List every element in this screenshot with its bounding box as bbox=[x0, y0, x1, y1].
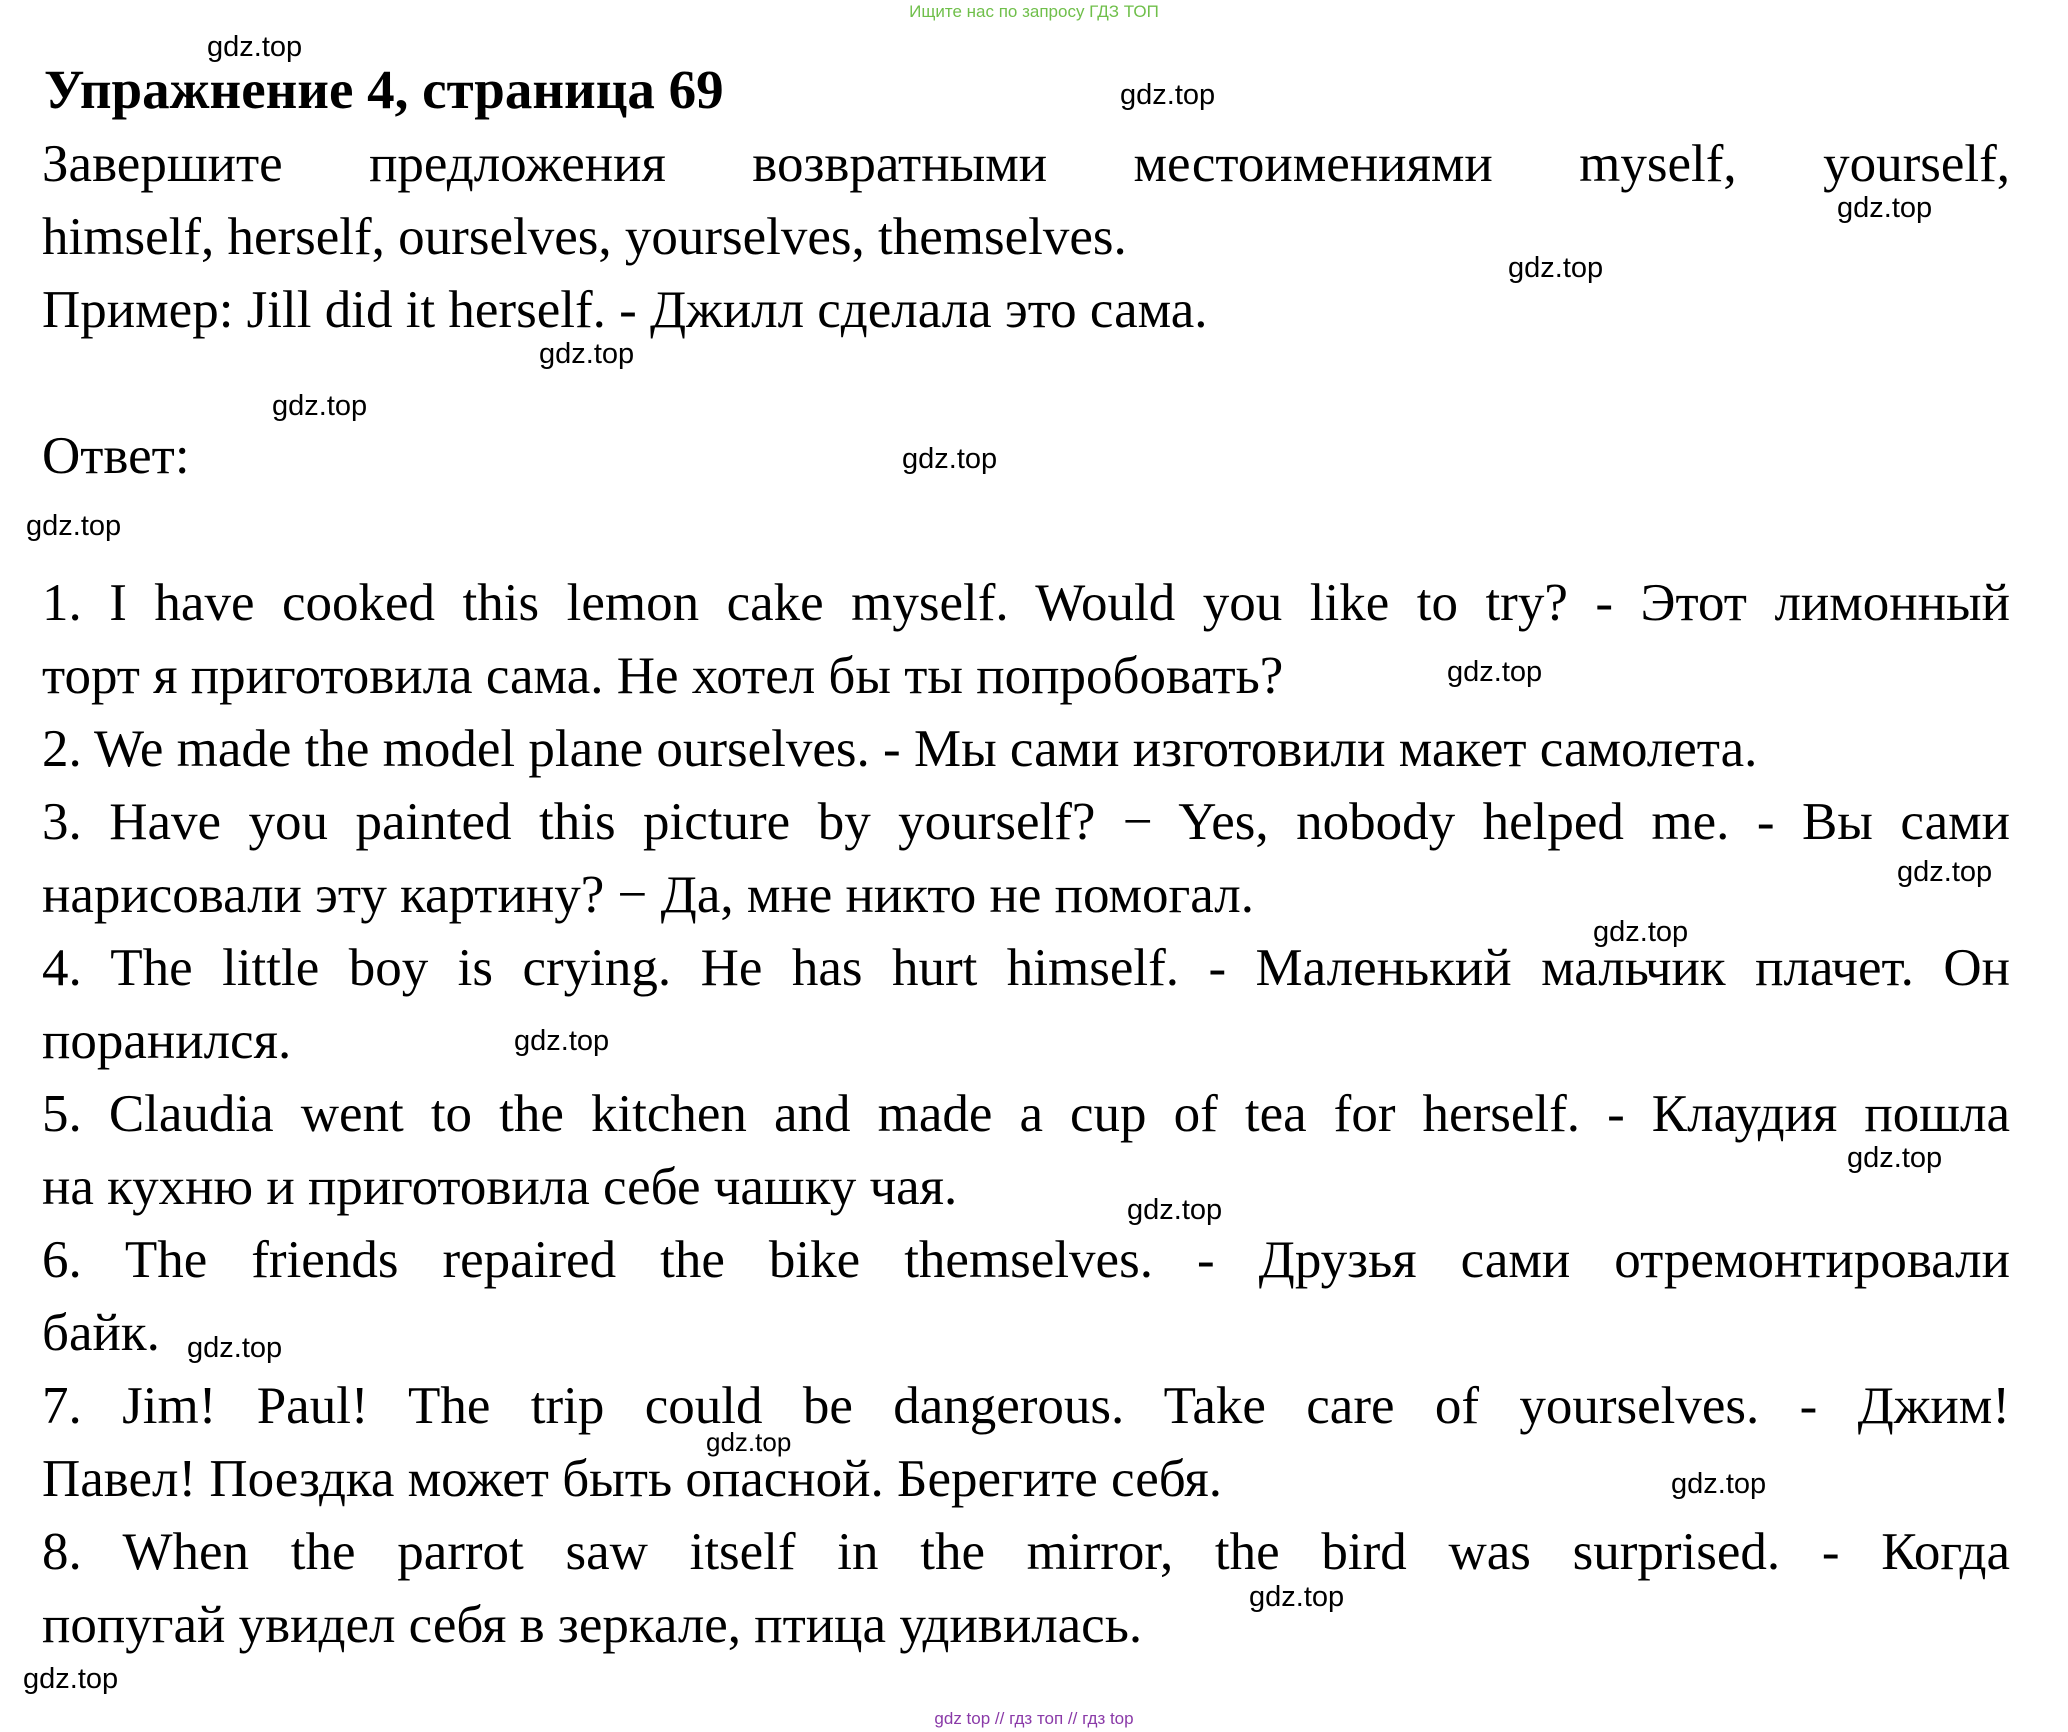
answer-1-line-2: торт я приготовила сама. Не хотел бы ты попробовать? bbox=[42, 647, 1284, 705]
answer-4-line-1: 4. The little boy is crying. He has hurt himself. - Маленький мальчик плачет. Он bbox=[42, 939, 2010, 997]
watermark: gdz.top bbox=[1671, 1468, 1767, 1500]
top-banner: Ищите нас по запросу ГДЗ ТОП bbox=[909, 2, 1159, 21]
bottom-banner: gdz top // гдз топ // гдз top bbox=[934, 1709, 1134, 1728]
answer-2-line-1: 2. We made the model plane ourselves. - Мы сами изготовили макет самолета. bbox=[42, 720, 1758, 778]
watermark: gdz.top bbox=[23, 1663, 119, 1695]
answer-3-line-1: 3. Have you painted this picture by yourself? − Yes, nobody helped me. - Вы сами bbox=[42, 793, 2010, 851]
answer-4-line-2: поранился. bbox=[42, 1012, 292, 1070]
answer-8-line-1: 8. When the parrot saw itself in the mirror, the bird was surprised. - Когда bbox=[42, 1523, 2010, 1581]
answer-3-line-2: нарисовали эту картину? − Да, мне никто не помогал. bbox=[42, 866, 1254, 924]
task-line-1: Завершите предложения возвратными местоимениями myself, yourself, bbox=[42, 135, 2010, 193]
watermark: gdz.top bbox=[272, 390, 368, 422]
watermark: gdz.top bbox=[902, 443, 998, 475]
answer-1-line-1: 1. I have cooked this lemon cake myself. Would you like to try? - Этот лимонный bbox=[42, 574, 2010, 632]
watermark: gdz.top bbox=[1447, 656, 1543, 688]
answer-5-line-1: 5. Claudia went to the kitchen and made a cup of tea for herself. - Клаудия пошла bbox=[42, 1085, 2010, 1143]
answer-8-line-2: попугай увидел себя в зеркале, птица удивилась. bbox=[42, 1596, 1143, 1654]
watermark: gdz.top bbox=[26, 510, 122, 542]
task-line-2: himself, herself, ourselves, yourselves, themselves. bbox=[42, 208, 1127, 266]
answer-5-line-2: на кухню и приготовила себе чашку чая. bbox=[42, 1158, 958, 1216]
answer-6-line-2: байк. bbox=[42, 1304, 160, 1362]
answer-label: Ответ: bbox=[42, 427, 190, 485]
answer-6-line-1: 6. The friends repaired the bike themselves. - Друзья сами отремонтировали bbox=[42, 1231, 2010, 1289]
watermark: gdz.top bbox=[539, 338, 635, 370]
watermark: gdz.top bbox=[207, 31, 303, 63]
watermark: gdz.top bbox=[514, 1025, 610, 1057]
watermark: gdz.top bbox=[1127, 1194, 1223, 1226]
watermark: gdz.top bbox=[1508, 252, 1604, 284]
watermark: gdz.top bbox=[187, 1332, 283, 1364]
watermark: gdz.top bbox=[1847, 1142, 1943, 1174]
watermark: gdz.top bbox=[706, 1427, 792, 1457]
watermark: gdz.top bbox=[1249, 1581, 1345, 1613]
watermark: gdz.top bbox=[1593, 916, 1689, 948]
watermark: gdz.top bbox=[1837, 192, 1933, 224]
watermark: gdz.top bbox=[1897, 856, 1993, 888]
answer-7-line-2: Павел! Поездка может быть опасной. Берегите себя. bbox=[42, 1450, 1223, 1508]
task-example: Пример: Jill did it herself. - Джилл сделала это сама. bbox=[42, 281, 1208, 339]
page-title: Упражнение 4, страница 69 bbox=[44, 59, 724, 120]
watermark: gdz.top bbox=[1120, 79, 1216, 111]
answer-7-line-1: 7. Jim! Paul! The trip could be dangerous. Take care of yourselves. - Джим! bbox=[42, 1377, 2010, 1435]
